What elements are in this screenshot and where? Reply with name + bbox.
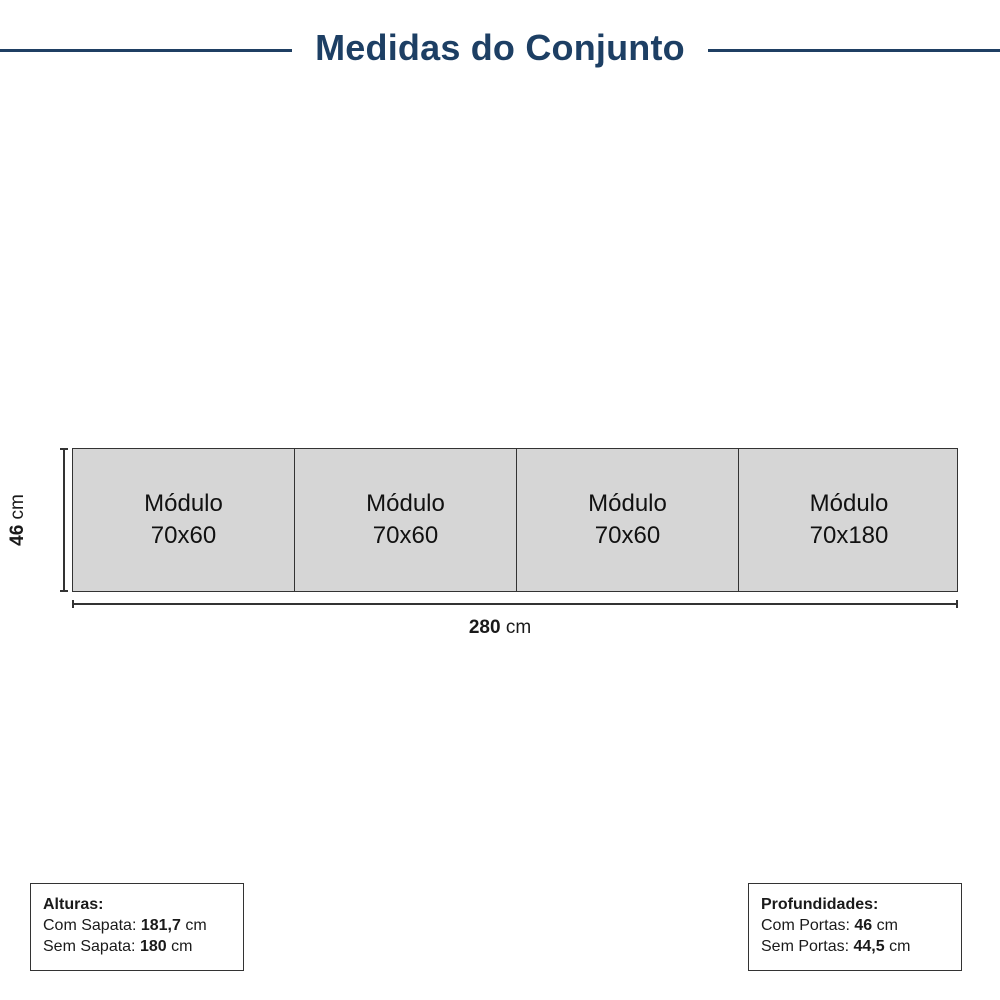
width-label	[415, 616, 585, 640]
width-dimension-line	[72, 600, 958, 608]
width-cap-right	[956, 600, 958, 608]
title-rule-left	[0, 49, 292, 52]
module-size: 70x60	[150, 522, 217, 549]
height-row-without-feet	[43, 936, 243, 957]
width-unit: cm	[505, 617, 532, 638]
module-4	[739, 449, 959, 591]
width-bar	[72, 603, 958, 605]
row-label: Com Sapata:	[43, 917, 137, 934]
row-value: 180	[139, 938, 167, 955]
depth-row-without-doors	[761, 936, 961, 957]
row-unit: cm	[889, 938, 911, 955]
depth-bar	[63, 448, 65, 592]
header	[0, 22, 1000, 74]
module-3	[517, 449, 739, 591]
module-2	[295, 449, 517, 591]
row-label: Com Portas:	[761, 917, 850, 934]
row-label: Sem Portas:	[761, 938, 850, 955]
row-value: 46	[854, 917, 873, 934]
row-unit: cm	[876, 917, 898, 934]
depths-heading: Profundidades:	[761, 896, 879, 913]
module-name: Módulo	[366, 490, 445, 517]
depth-row-with-doors	[761, 915, 961, 936]
width-value: 280	[468, 617, 501, 638]
depth-label	[6, 490, 30, 550]
row-value: 181,7	[140, 917, 181, 934]
modules-row	[72, 448, 958, 592]
row-unit: cm	[185, 917, 207, 934]
module-size: 70x60	[594, 522, 661, 549]
heights-box	[30, 883, 244, 971]
heights-heading: Alturas:	[43, 896, 104, 913]
module-size: 70x60	[372, 522, 439, 549]
title-rule-right	[708, 49, 1000, 52]
module-name: Módulo	[144, 490, 223, 517]
depth-dimension-line	[60, 448, 68, 592]
row-unit: cm	[171, 938, 193, 955]
module-name: Módulo	[588, 490, 667, 517]
depth-cap-bottom	[60, 590, 68, 592]
layout-diagram	[0, 440, 1000, 650]
row-label: Sem Sapata:	[43, 938, 136, 955]
row-value: 44,5	[853, 938, 885, 955]
module-size: 70x180	[809, 522, 889, 549]
depth-value: 46	[7, 524, 28, 546]
depth-unit: cm	[7, 494, 28, 520]
module-1	[73, 449, 295, 591]
depths-box	[748, 883, 962, 971]
height-row-with-feet	[43, 915, 243, 936]
module-name: Módulo	[809, 490, 889, 517]
page-title: Medidas do Conjunto	[315, 27, 685, 68]
